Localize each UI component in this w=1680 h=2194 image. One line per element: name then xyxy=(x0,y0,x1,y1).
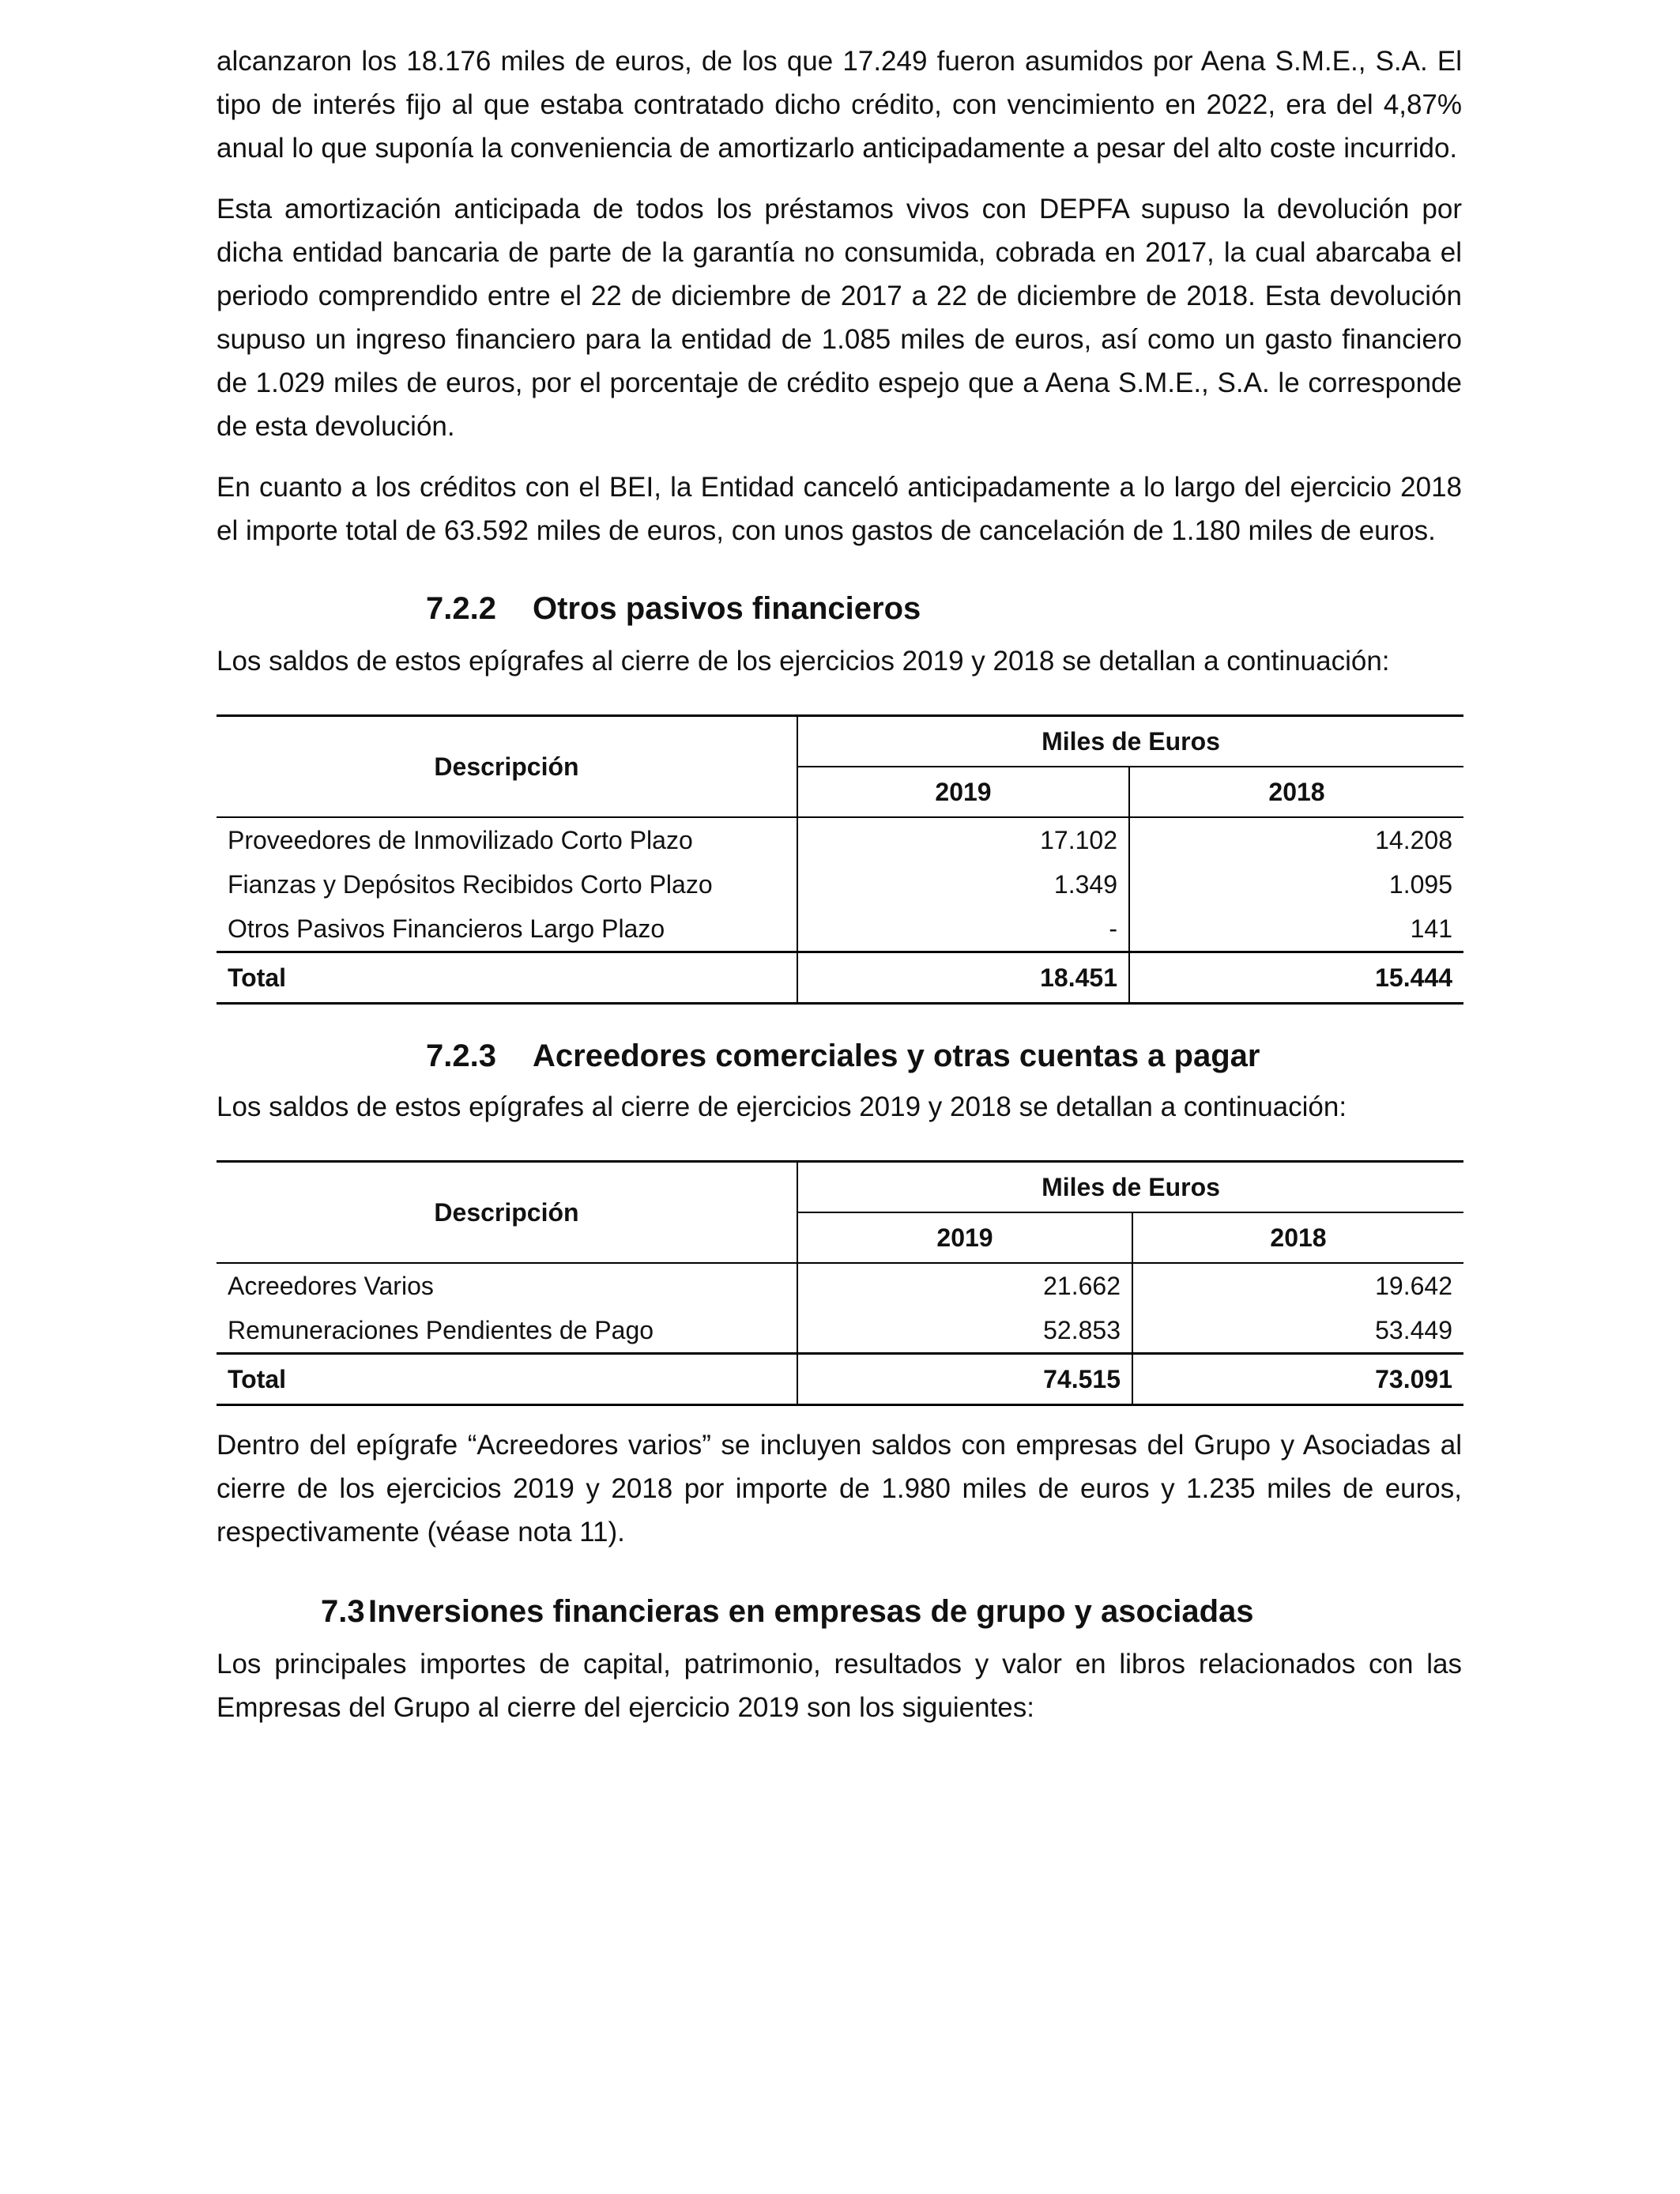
row-value: 52.853 xyxy=(797,1308,1132,1354)
heading-number: 7.2.2 xyxy=(426,591,496,626)
paragraph: Los saldos de estos epígrafes al cierre de ejercicios 2019 y 2018 se detallan a continuación: xyxy=(217,1091,1347,1122)
row-value: 1.349 xyxy=(797,862,1129,907)
paragraph: alcanzaron los 18.176 miles de euros, de los que 17.249 fueron asumidos por Aena S.M.E., S.A. El tipo de interés fijo al que estaba contratado dicho crédito, con vencimiento en 2022, era del 4,87% anual lo que suponía la conveniencia de amortizarlo anticipadamente a pesar del alto coste incurrido. xyxy=(217,46,1462,164)
table-header-description: Descripción xyxy=(217,1162,797,1264)
table-row xyxy=(217,1263,1463,1308)
row-value: 53.449 xyxy=(1375,1315,1452,1344)
row-value: 1.095 xyxy=(1388,869,1452,899)
row-value: 14.208 xyxy=(1375,825,1452,854)
row-label: Fianzas y Depósitos Recibidos Corto Plazo xyxy=(217,862,797,907)
table-header-group: Miles de Euros xyxy=(797,716,1463,767)
total-value: 15.444 xyxy=(1129,952,1463,1004)
table-header-year: 2019 xyxy=(797,767,1129,817)
paragraph: Esta amortización anticipada de todos los préstamos vivos con DEPFA supuso la devolución por dicha entidad bancaria de parte de la garantía no consumida, cobrada en 2017, la cual abarcaba el periodo comprendido entre el 22 de diciembre de 2017 a 22 de diciembre de 2018. Esta devolución supuso un ingreso financiero para la entidad de 1.085 miles de euros, así como un gasto financiero de 1.029 miles de euros, por el porcentaje de crédito espejo que a Aena S.M.E., S.A. le corresponde de esta devolución. xyxy=(217,194,1462,442)
table-row xyxy=(217,1308,1463,1354)
heading-text: Otros pasivos financieros xyxy=(533,591,921,626)
table-row xyxy=(217,817,1463,862)
row-label: Acreedores Varios xyxy=(217,1263,797,1308)
section-heading-7-2-2 xyxy=(217,589,1462,628)
row-value: 19.642 xyxy=(1375,1271,1452,1300)
row-label: Remuneraciones Pendientes de Pago xyxy=(217,1308,797,1354)
paragraph: Dentro del epígrafe “Acreedores varios” se incluyen saldos con empresas del Grupo y Asociadas al cierre de los ejercicios 2019 y 2018 por importe de 1.980 miles de euros y 1.235 miles de euros, respectivamente (véase nota 11). xyxy=(217,1430,1462,1547)
row-value: 141 xyxy=(1410,914,1452,943)
heading-text: Acreedores comerciales y otras cuentas a pagar xyxy=(533,1039,1260,1073)
row-label: Proveedores de Inmovilizado Corto Plazo xyxy=(217,817,797,862)
paragraph: Los principales importes de capital, patrimonio, resultados y valor en libros relacionados con las Empresas del Grupo al cierre del ejercicio 2019 son los siguientes: xyxy=(217,1649,1462,1723)
acreedores-table xyxy=(217,1160,1463,1406)
row-value: - xyxy=(797,907,1129,952)
table-total-row xyxy=(217,952,1463,1004)
table-total-row xyxy=(217,1354,1463,1405)
table-row xyxy=(217,907,1463,952)
heading-number: 7.2.3 xyxy=(426,1039,496,1073)
total-label: Total xyxy=(217,1354,797,1405)
section-heading-7-3 xyxy=(217,1592,1462,1631)
total-label: Total xyxy=(217,952,797,1004)
table-header-year: 2019 xyxy=(797,1212,1132,1263)
row-value: 21.662 xyxy=(797,1263,1132,1308)
heading-number: 7.3 xyxy=(321,1594,365,1629)
row-label: Otros Pasivos Financieros Largo Plazo xyxy=(217,907,797,952)
table-header-year: 2018 xyxy=(1132,1212,1463,1263)
heading-text: Inversiones financieras en empresas de grupo y asociadas xyxy=(368,1594,1254,1629)
section-heading-7-2-3 xyxy=(217,1036,1462,1076)
table-row xyxy=(217,862,1463,907)
paragraph: Los saldos de estos epígrafes al cierre de los ejercicios 2019 y 2018 se detallan a continuación: xyxy=(217,646,1390,677)
row-value: 17.102 xyxy=(797,817,1129,862)
table-header-description: Descripción xyxy=(217,716,797,818)
total-value: 73.091 xyxy=(1132,1354,1463,1405)
otros-pasivos-table xyxy=(217,714,1463,1005)
document-page xyxy=(217,40,1462,1729)
table-header-year: 2018 xyxy=(1129,767,1463,817)
total-value: 74.515 xyxy=(797,1354,1132,1405)
paragraph: En cuanto a los créditos con el BEI, la Entidad canceló anticipadamente a lo largo del ejercicio 2018 el importe total de 63.592 miles de euros, con unos gastos de cancelación de 1.180 miles de euros. xyxy=(217,472,1462,546)
table-header-group: Miles de Euros xyxy=(797,1162,1463,1213)
total-value: 18.451 xyxy=(797,952,1129,1004)
